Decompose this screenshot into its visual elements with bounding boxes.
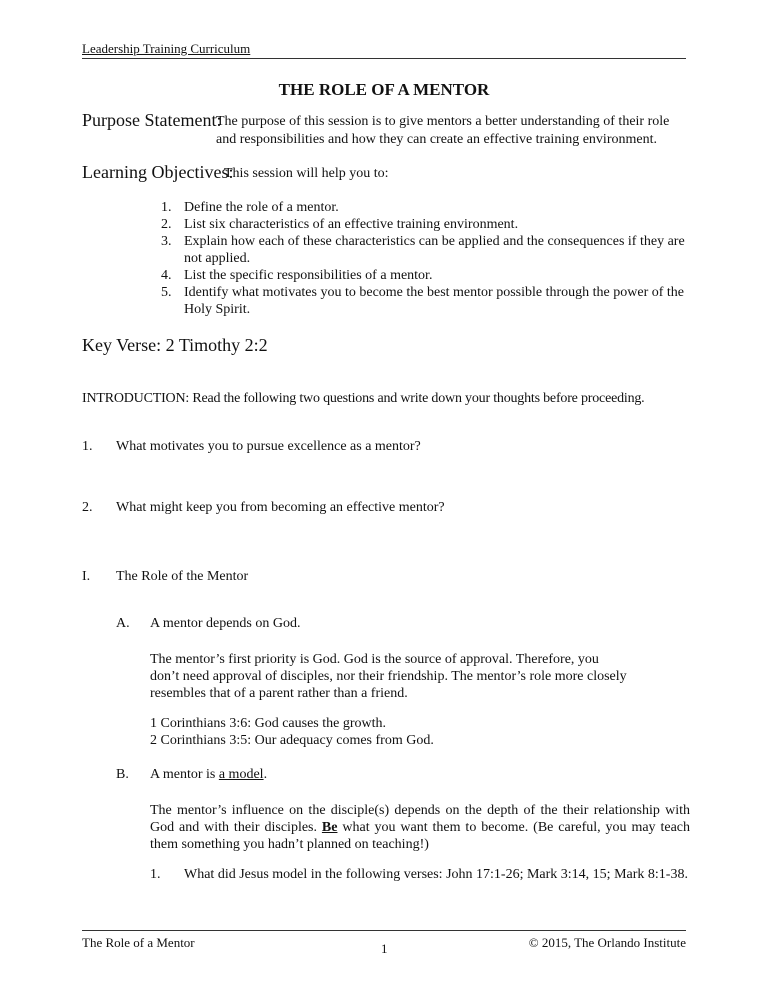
title-underlined: a model: [218, 767, 264, 782]
scripture-reference: 2 Corinthians 3:5: Our adequacy comes from God.: [150, 733, 434, 748]
introduction-text: INTRODUCTION: Read the following two questions and write down your thoughts before proceeding.: [82, 391, 645, 406]
subsection-num: B.: [116, 767, 129, 782]
objective-num: 1.: [161, 200, 172, 215]
emphasis-be: Be: [321, 820, 338, 835]
page-number: 1: [381, 941, 388, 956]
sub-item-text: What did Jesus model in the following verses: John 17:1-26; Mark 3:14, 15; Mark 8:1-38.: [184, 867, 688, 882]
question-num: 2.: [82, 500, 93, 515]
subsection-paragraph: The mentor’s influence on the disciple(s) depends on the depth of the their relationship with God and with their disciples. Be what you want them to become. (Be careful, you may teach them something you hadn’t planned on teaching!): [150, 803, 690, 852]
subsection-title: A mentor depends on God.: [150, 616, 301, 631]
question-num: 1.: [82, 439, 93, 454]
title-prefix: A mentor is: [150, 767, 219, 782]
section-title: The Role of the Mentor: [116, 569, 249, 584]
objective-num: 4.: [161, 268, 172, 283]
objective-text: Identify what motivates you to become the best mentor possible through the power of the Holy Spirit.: [184, 285, 684, 317]
page-title: THE ROLE OF A MENTOR: [278, 80, 490, 99]
objective-text: List six characteristics of an effective training environment.: [184, 217, 519, 232]
subsection-title: [150, 766, 267, 783]
question-text: What motivates you to pursue excellence as a mentor?: [116, 439, 421, 454]
objective-num: 2.: [161, 217, 172, 232]
objective-text: Define the role of a mentor.: [184, 200, 339, 215]
objective-text: Explain how each of these characteristics can be applied and the consequences if they are not applied.: [184, 234, 685, 266]
objective-num: 5.: [161, 285, 172, 300]
purpose-label: Purpose Statement:: [82, 110, 222, 130]
footer-rule: [82, 930, 686, 931]
key-verse: Key Verse: 2 Timothy 2:2: [82, 335, 268, 355]
subsection-paragraph: The mentor’s first priority is God. God is the source of approval. Therefore, you don’t need approval of disciples, nor their friendship. The mentor’s role more closely resembles that of a parent rather than a friend.: [150, 652, 627, 701]
scripture-reference: 1 Corinthians 3:6: God causes the growth.: [150, 716, 387, 731]
title-suffix: .: [263, 767, 268, 782]
footer-right: © 2015, The Orlando Institute: [528, 935, 686, 950]
running-header: Leadership Training Curriculum: [82, 41, 251, 56]
subsection-num: A.: [116, 616, 130, 631]
objectives-intro: This session will help you to:: [224, 166, 389, 181]
question-text: What might keep you from becoming an effective mentor?: [116, 500, 445, 515]
objective-num: 3.: [161, 234, 172, 249]
objectives-label: Learning Objectives:: [82, 162, 234, 182]
sub-item-num: 1.: [150, 867, 161, 882]
section-num: I.: [82, 569, 91, 584]
purpose-line-2: and responsibilities and how they can create an effective training environment.: [216, 132, 657, 147]
objective-text: List the specific responsibilities of a mentor.: [184, 268, 433, 283]
footer-left: The Role of a Mentor: [82, 935, 195, 950]
purpose-line-1: The purpose of this session is to give mentors a better understanding of their role: [216, 114, 670, 129]
header-rule: [82, 58, 686, 59]
